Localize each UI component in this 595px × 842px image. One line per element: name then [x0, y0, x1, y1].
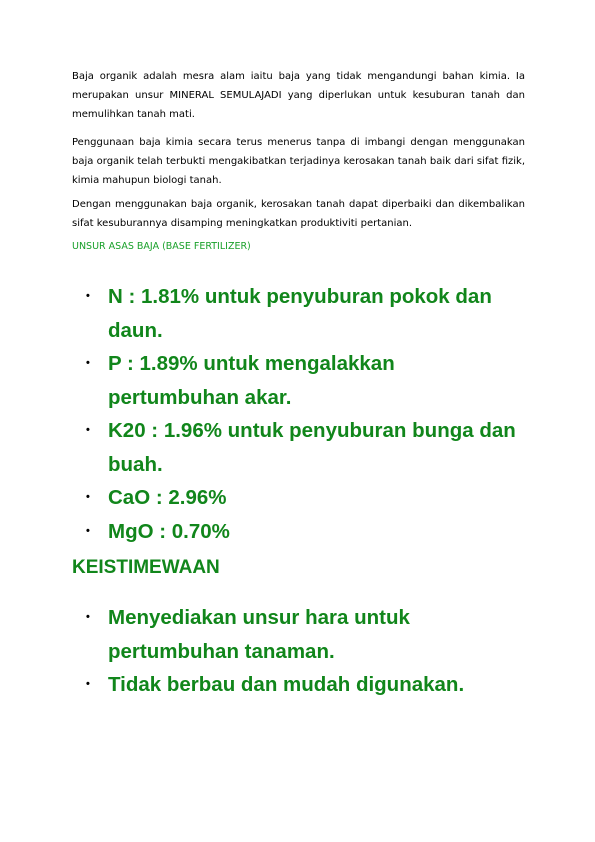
- list-item: [80, 347, 530, 414]
- features-list: [80, 601, 530, 702]
- features-heading: KEISTIMEWAAN: [72, 557, 220, 578]
- bullet-icon: •: [86, 290, 90, 302]
- nutrient-text: CaO : 2.96%: [108, 486, 227, 509]
- bullet-icon: •: [86, 678, 90, 690]
- list-item: [80, 601, 530, 668]
- list-item: [80, 280, 530, 347]
- bullet-icon: •: [86, 424, 90, 436]
- list-item: [80, 414, 530, 481]
- list-item: [80, 481, 530, 515]
- intro-paragraph: Baja organik adalah mesra alam iaitu baja yang tidak mengandungi bahan kimia. Ia merupakan unsur MINERAL SEMULAJADI yang diperlukan untuk kesuburan tanah dan memulihkan tanah mati.: [72, 71, 525, 120]
- nutrient-text: N : 1.81% untuk penyuburan pokok dan daun.: [108, 285, 492, 342]
- feature-text: Tidak berbau dan mudah digunakan.: [108, 673, 465, 696]
- organic-benefit-paragraph: Dengan menggunakan baja organik, kerosakan tanah dapat diperbaiki dan dikembalikan sifat kesuburannya disamping meningkatkan produktiviti pertanian.: [72, 199, 525, 229]
- nutrient-text: MgO : 0.70%: [108, 519, 230, 543]
- bullet-icon: •: [86, 357, 90, 369]
- nutrient-text: P : 1.89% untuk mengalakkan pertumbuhan akar.: [108, 352, 395, 409]
- chemical-fertilizer-paragraph: Penggunaan baja kimia secara terus menerus tanpa di imbangi dengan menggunakan baja organik telah terbukti mengakibatkan terjadinya kerosakan tanah baik dari sifat fizik, kimia mahupun biologi tanah.: [72, 137, 525, 186]
- feature-text: Menyediakan unsur hara untuk pertumbuhan tanaman.: [108, 606, 410, 663]
- list-item: [80, 515, 530, 549]
- nutrient-list: [80, 280, 530, 548]
- bullet-icon: •: [86, 491, 90, 503]
- bullet-icon: •: [86, 524, 90, 537]
- nutrient-text: K20 : 1.96% untuk penyuburan bunga dan buah.: [108, 419, 516, 476]
- list-item: [80, 668, 530, 702]
- bullet-icon: •: [86, 611, 90, 623]
- base-fertilizer-subheading: UNSUR ASAS BAJA (BASE FERTILIZER): [72, 241, 251, 252]
